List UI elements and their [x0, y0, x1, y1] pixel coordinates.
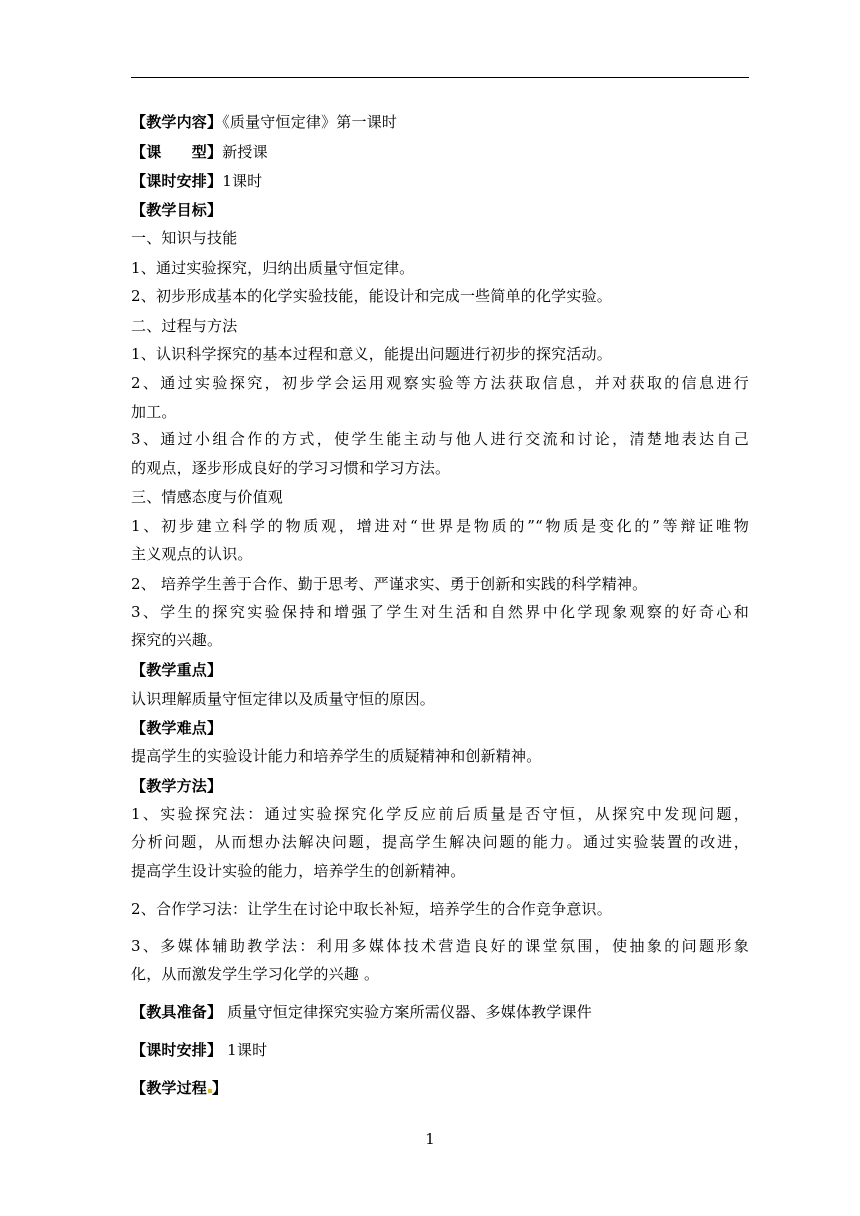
row-text: 新授课 [222, 143, 268, 161]
body-line: 探究的兴趣。 [131, 631, 223, 649]
body-line: 化，从而激发学生学习化学的兴趣 。 [131, 965, 380, 983]
body-line: 2、合作学习法：让学生在讨论中取长补短，培养学生的合作竞争意识。 [131, 900, 612, 918]
body-line: 提高学生设计实验的能力，培养学生的创新精神。 [131, 862, 466, 880]
row-schedule-2 [131, 1040, 771, 1060]
row-methods-heading [131, 776, 771, 796]
section-heading: 【教学方法】 [131, 777, 223, 795]
body-line: 3、通过小组合作的方式，使学生能主动与他人进行交流和讨论，清楚地表达自己 [131, 430, 749, 448]
page-number: 1 [425, 1130, 435, 1148]
row-materials [131, 1002, 771, 1022]
row-process-heading [131, 1078, 771, 1098]
body-line: 1、初步建立科学的物质观，增进对“世界是物质的”“物质是变化的”等辩证唯物 [131, 517, 749, 535]
body-line: 2、通过实验探究，初步学会运用观察实验等方法获取信息，并对获取的信息进行 [131, 374, 749, 392]
row-schedule [131, 171, 771, 191]
body-line: 的观点，逐步形成良好的学习习惯和学习方法。 [131, 459, 451, 477]
row-teaching-content [131, 112, 771, 132]
section-heading: 【课时安排】 [131, 172, 223, 190]
row-objectives-heading [131, 200, 771, 220]
row-key-points-heading [131, 660, 771, 680]
body-line: 提高学生的实验设计能力和培养学生的质疑精神和创新精神。 [131, 747, 542, 765]
body-line: 认识理解质量守恒定律以及质量守恒的原因。 [131, 690, 436, 708]
body-line: 1、通过实验探究，归纳出质量守恒定律。 [131, 259, 415, 277]
body-line: 1、认识科学探究的基本过程和意义，能提出问题进行初步的探究活动。 [131, 345, 612, 363]
section-heading: 【教学难点】 [131, 719, 223, 737]
body-line: 2、 培养学生善于合作、勤于思考、严谨求实、勇于创新和实践的科学精神。 [131, 575, 648, 593]
section-heading-tail: 】 [212, 1079, 228, 1097]
body-line: 1、实验探究法：通过实验探究化学反应前后质量是否守恒，从探究中发现问题， [131, 805, 749, 823]
body-line: 2、初步形成基本的化学实验技能，能设计和完成一些简单的化学实验。 [131, 287, 612, 305]
section-heading: 【教具准备】 [131, 1003, 223, 1021]
row-difficulties-heading [131, 718, 771, 738]
body-line: 3、学生的探究实验保持和增强了学生对生活和自然界中化学现象观察的好奇心和 [131, 603, 749, 621]
body-line: 主义观点的认识。 [131, 545, 253, 563]
header-rule [131, 77, 749, 78]
section-heading: 【教学目标】 [131, 201, 223, 219]
row-text: 1课时 [222, 172, 263, 190]
body-line: 加工。 [131, 403, 177, 421]
row-lesson-type [131, 142, 771, 162]
body-line: 分析问题，从而想办法解决问题，提高学生解决问题的能力。通过实验装置的改进， [131, 833, 749, 851]
section-heading: 【教学过程 [131, 1079, 208, 1097]
body-line: 三、情感态度与价值观 [131, 488, 284, 506]
body-line: 3、多媒体辅助教学法：利用多媒体技术营造良好的课堂氛围，使抽象的问题形象 [131, 937, 749, 955]
section-heading: 【教学内容】 [131, 113, 223, 131]
section-heading: 【课 型】 [131, 143, 223, 161]
row-text: 质量守恒定律探究实验方案所需仪器、多媒体教学课件 [222, 1003, 592, 1021]
body-line: 二、过程与方法 [131, 317, 238, 335]
section-heading: 【课时安排】 [131, 1041, 223, 1059]
section-heading: 【教学重点】 [131, 661, 223, 679]
row-text: 《质量守恒定律》第一课时 [222, 113, 398, 131]
row-text: 1课时 [222, 1041, 268, 1059]
body-line: 一、知识与技能 [131, 229, 238, 247]
